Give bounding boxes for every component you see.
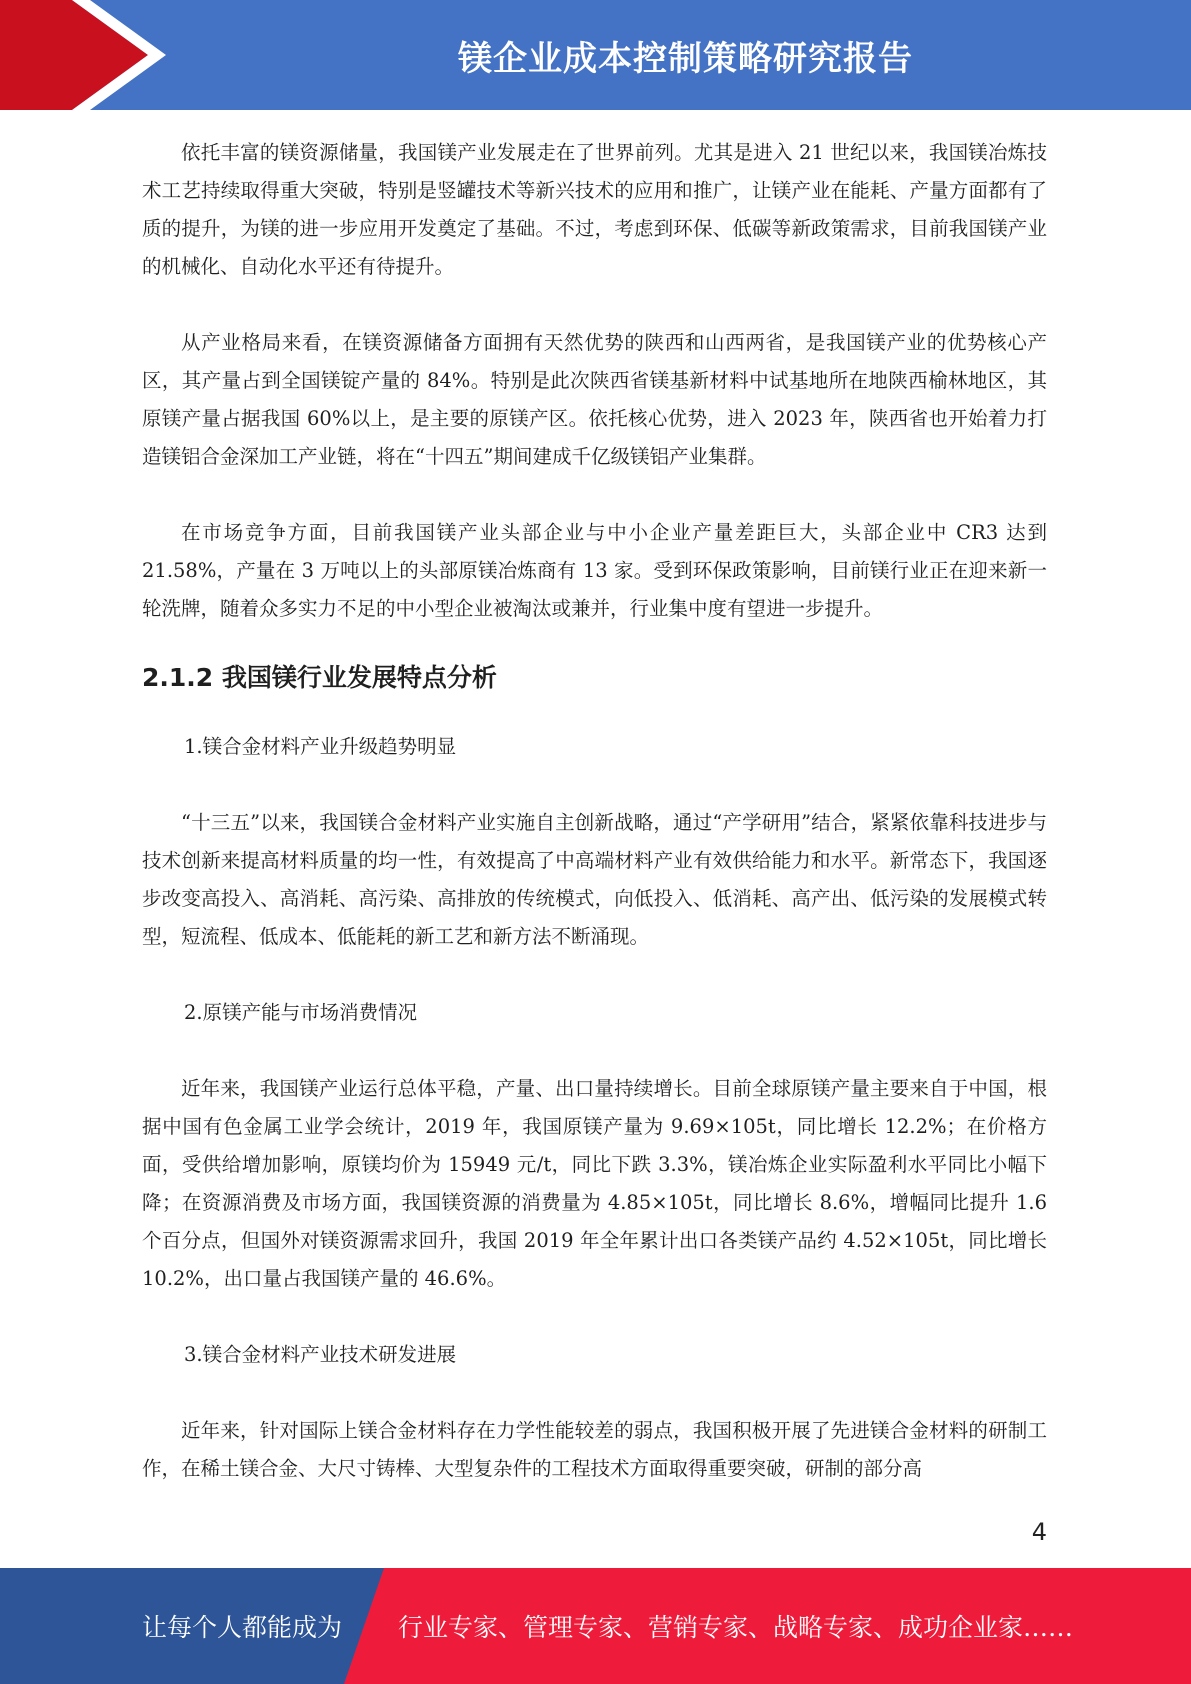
- subsection-title: 3.镁合金材料产业技术研发进展: [184, 1343, 457, 1366]
- paragraph: 依托丰富的镁资源储量，我国镁产业发展走在了世界前列。尤其是进入 21 世纪以来，我国镁冶炼技术工艺持续取得重大突破，特别是竖罐技术等新兴技术的应用和推广，让镁产业在能耗、产量方面都有了质的提升，为镁的进一步应用开发奠定了基础。不过，考虑到环保、低碳等新政策需求，目前我国镁产业的机械化、自动化水平还有待提升。: [142, 141, 1047, 278]
- paragraph: 在市场竞争方面，目前我国镁产业头部企业与中小企业产量差距巨大，头部企业中 CR3 达到 21.58%，产量在 3 万吨以上的头部原镁冶炼商有 13 家。受到环保政策影响，目前镁行业正在迎来新一轮洗牌，随着众多实力不足的中小型企业被淘汰或兼并，行业集中度有望进一步提升。: [142, 521, 1047, 620]
- paragraph: 从产业格局来看，在镁资源储备方面拥有天然优势的陕西和山西两省，是我国镁产业的优势核心产区，其产量占到全国镁锭产量的 84%。特别是此次陕西省镁基新材料中试基地所在地陕西榆林地区，其原镁产量占据我国 60%以上，是主要的原镁产区。依托核心优势，进入 2023 年，陕西省也开始着力打造镁铝合金深加工产业链，将在“十四五”期间建成千亿级镁铝产业集群。: [142, 331, 1047, 468]
- subsection-title: 2.原镁产能与市场消费情况: [184, 1001, 418, 1024]
- page-number: 4: [1031, 1518, 1047, 1546]
- paragraph: “十三五”以来，我国镁合金材料产业实施自主创新战略，通过“产学研用”结合，紧紧依靠科技进步与技术创新来提高材料质量的均一性，有效提高了中高端材料产业有效供给能力和水平。新常态下，我国逐步改变高投入、高消耗、高污染、高排放的传统模式，向低投入、低消耗、高产出、低污染的发展模式转型，短流程、低成本、低能耗的新工艺和新方法不断涌现。: [142, 811, 1047, 948]
- footer-slogan-right: 行业专家、管理专家、营销专家、战略专家、成功企业家……: [398, 1613, 1074, 1642]
- section-heading: 2.1.2 我国镁行业发展特点分析: [142, 663, 497, 692]
- report-title: 镁企业成本控制策略研究报告: [458, 38, 913, 79]
- footer-banner: [0, 1568, 1191, 1684]
- footer-slogan-left: 让每个人都能成为: [142, 1613, 343, 1642]
- paragraph: 近年来，针对国际上镁合金材料存在力学性能较差的弱点，我国积极开展了先进镁合金材料的研制工作，在稀土镁合金、大尺寸铸棒、大型复杂件的工程技术方面取得重要突破，研制的部分高: [142, 1419, 1047, 1480]
- document-body: [142, 134, 1047, 1488]
- subsection-title: 1.镁合金材料产业升级趋势明显: [184, 735, 457, 758]
- header-banner: [0, 0, 1191, 110]
- paragraph: 近年来，我国镁产业运行总体平稳，产量、出口量持续增长。目前全球原镁产量主要来自于中国，根据中国有色金属工业学会统计，2019 年，我国原镁产量为 9.69×105t，同比增长 12.2%；在价格方面，受供给增加影响，原镁均价为 15949 元/t，同比下跌 3.3%，镁冶炼企业实际盈利水平同比小幅下降；在资源消费及市场方面，我国镁资源的消费量为 4.85×105t，同比增长 8.6%，增幅同比提升 1.6 个百分点，但国外对镁资源需求回升，我国 2019 年全年累计出口各类镁产品约 4.52×105t，同比增长 10.2%，出口量占我国镁产量的 46.6%。: [142, 1077, 1047, 1290]
